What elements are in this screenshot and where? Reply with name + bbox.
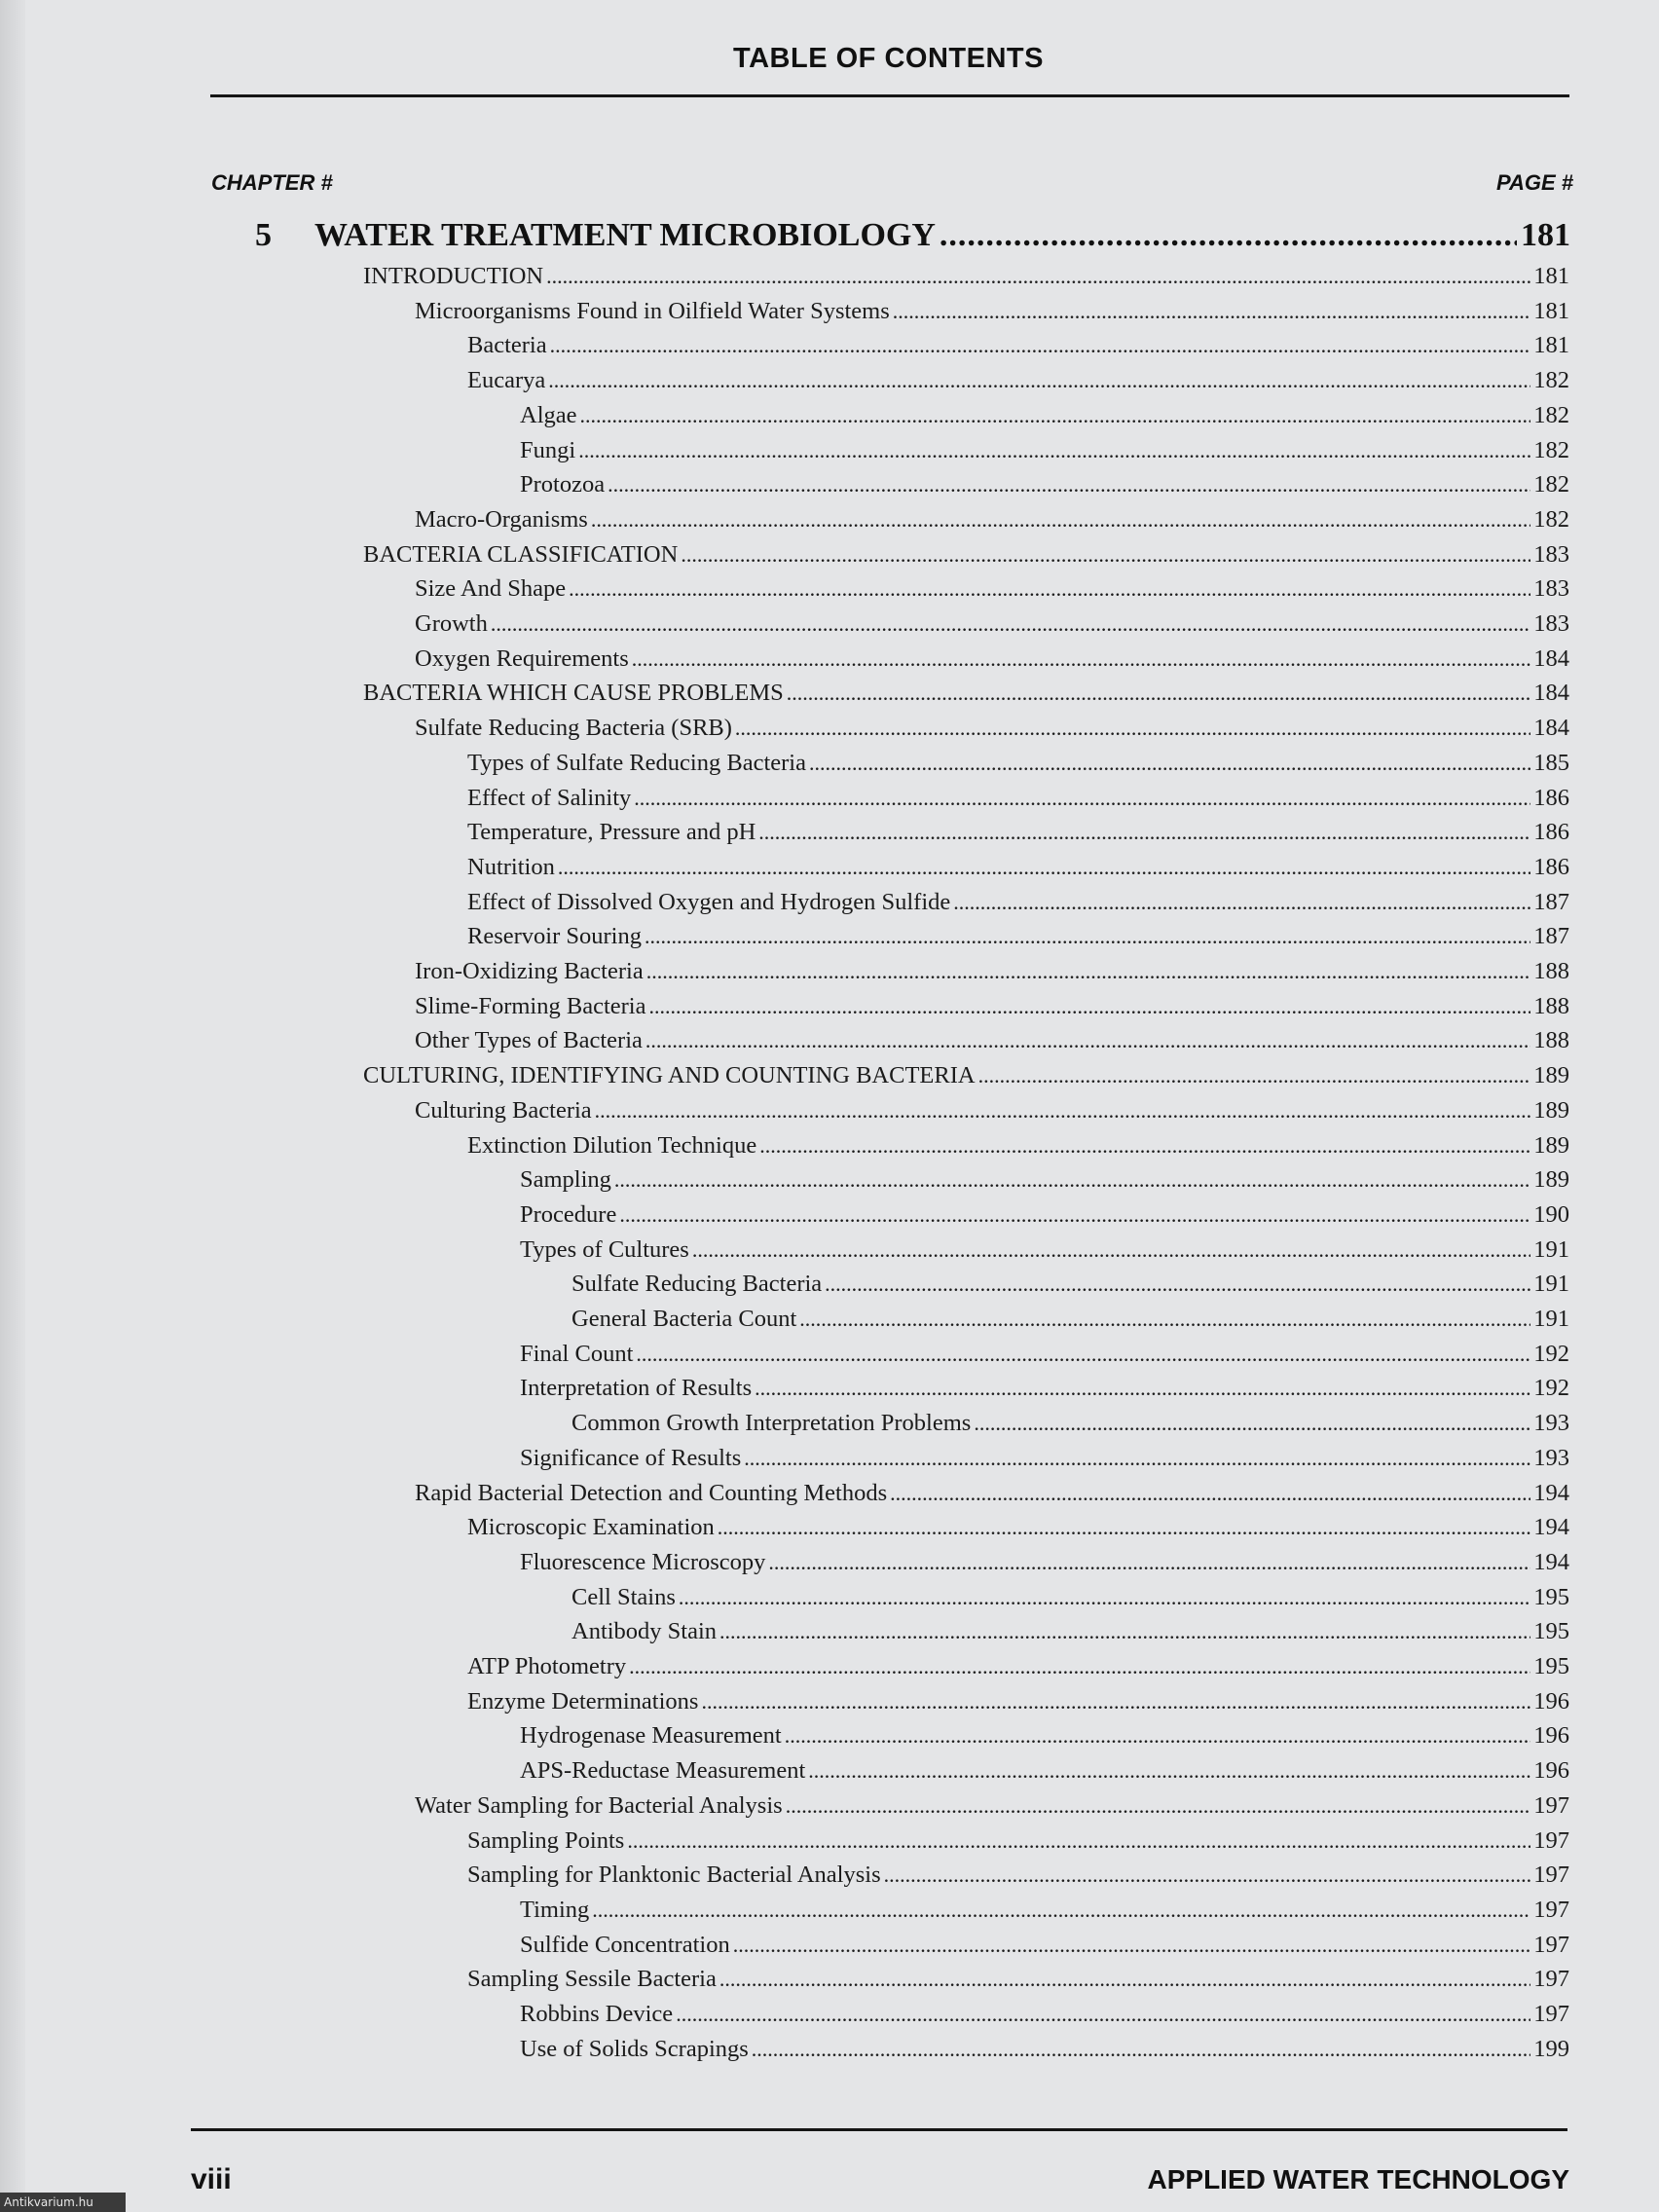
leader-dots: [718, 1515, 1530, 1540]
toc-entry-title: Significance of Results: [520, 1444, 742, 1471]
toc-entry-title: Final Count: [520, 1340, 634, 1367]
leader-dots: [608, 472, 1530, 498]
toc-entry: [467, 785, 1569, 820]
leader-dots: [978, 1063, 1531, 1088]
toc-entry: [520, 1897, 1569, 1932]
toc-entry-page: 186: [1533, 853, 1569, 880]
toc-entry: [467, 1966, 1569, 2001]
header-rule: [210, 94, 1569, 97]
leader-dots: [646, 959, 1531, 984]
leader-dots: [735, 716, 1530, 741]
toc-entry-title: Timing: [520, 1896, 590, 1923]
footer-page-number: viii: [191, 2163, 232, 2195]
leader-dots: [719, 1619, 1530, 1644]
toc-entry-title: Cell Stains: [571, 1583, 676, 1610]
toc-entry: [467, 750, 1569, 785]
toc-entry-page: 188: [1533, 992, 1569, 1019]
toc-entry-page: 197: [1533, 1826, 1569, 1854]
toc-entry: [415, 575, 1569, 610]
toc-entry-title: Sampling Points: [467, 1826, 625, 1854]
toc-entry-title: Sulfide Concentration: [520, 1931, 730, 1958]
leader-dots: [648, 994, 1530, 1019]
toc-entry-page: 197: [1533, 1966, 1569, 1993]
toc-entry: [415, 1027, 1569, 1062]
toc-entry-title: Macro-Organisms: [415, 505, 588, 533]
toc-entry-page: 182: [1533, 471, 1569, 498]
toc-entry-page: 190: [1533, 1200, 1569, 1228]
toc-entry-title: APS-Reductase Measurement: [520, 1757, 806, 1785]
toc-entry-page: 192: [1533, 1340, 1569, 1367]
toc-entry: [520, 471, 1569, 506]
toc-entry-title: Common Growth Interpretation Problems: [571, 1410, 972, 1437]
toc-entry: [520, 2001, 1569, 2036]
toc-entry-title: Enzyme Determinations: [467, 1687, 699, 1714]
toc-entry-page: 191: [1533, 1271, 1569, 1298]
toc-entry-title: Temperature, Pressure and pH: [467, 819, 756, 846]
toc-entry-page: 191: [1533, 1306, 1569, 1332]
chapter-number: 5: [255, 217, 272, 253]
toc-entry-title: Sulfate Reducing Bacteria (SRB): [415, 715, 732, 742]
toc-entry-title: Extinction Dilution Technique: [467, 1131, 757, 1159]
leader-dots: [595, 1098, 1531, 1124]
toc-entry-page: 196: [1533, 1722, 1569, 1750]
toc-entry-title: General Bacteria Count: [571, 1306, 797, 1332]
leader-dots: [692, 1237, 1530, 1263]
leader-dots: [758, 820, 1530, 845]
toc-entry: [520, 1166, 1569, 1201]
leader-dots: [719, 1967, 1530, 1992]
toc-entry-title: ATP Photometry: [467, 1653, 627, 1679]
leader-dots: [591, 507, 1530, 533]
toc-entry-title: Sampling Sessile Bacteria: [467, 1966, 717, 1993]
toc-entry-page: 188: [1533, 1027, 1569, 1054]
toc-entry-page: 195: [1533, 1653, 1569, 1679]
toc-entry: [467, 889, 1569, 924]
leader-dots: [645, 924, 1530, 949]
toc-entry-title: Effect of Dissolved Oxygen and Hydrogen Sulfide: [467, 888, 951, 915]
toc-entry-page: 184: [1533, 645, 1569, 672]
leader-dots: [809, 751, 1530, 776]
toc-entry: [571, 1306, 1569, 1341]
page-column-heading: PAGE #: [1495, 170, 1573, 195]
toc-entry-title: Procedure: [520, 1200, 617, 1228]
toc-entry: [467, 1862, 1569, 1897]
toc-entry-page: 186: [1533, 819, 1569, 846]
toc-entry-title: Other Types of Bacteria: [415, 1027, 643, 1054]
toc-entry: [467, 1827, 1569, 1862]
toc-entry-page: 194: [1533, 1514, 1569, 1541]
toc-entry: [415, 1480, 1569, 1515]
toc-entry: [467, 923, 1569, 958]
leader-dots: [825, 1272, 1530, 1297]
leader-dots: [893, 299, 1530, 324]
toc-entry-title: Rapid Bacterial Detection and Counting Methods: [415, 1479, 888, 1506]
toc-entry-page: 181: [1533, 263, 1569, 289]
toc-entry-page: 182: [1533, 367, 1569, 394]
leader-dots: [550, 333, 1531, 358]
watermark: Antikvarium.hu: [0, 2193, 126, 2212]
toc-entry-page: 196: [1533, 1687, 1569, 1714]
toc-entry: [520, 1722, 1569, 1757]
toc-entry-page: 186: [1533, 784, 1569, 811]
toc-entry-page: 196: [1533, 1757, 1569, 1785]
leader-dots: [953, 890, 1530, 915]
leader-dots: [974, 1411, 1530, 1436]
toc-entry: [571, 1584, 1569, 1619]
toc-entry: [520, 1236, 1569, 1272]
leader-dots: [629, 1654, 1530, 1679]
toc-entry-page: 184: [1533, 715, 1569, 742]
toc-entry-title: Size And Shape: [415, 575, 567, 603]
toc-entry-title: Oxygen Requirements: [415, 645, 629, 672]
leader-dots: [634, 786, 1530, 811]
chapter-title: WATER TREATMENT MICROBIOLOGY: [314, 217, 936, 253]
toc-entry-page: 185: [1533, 749, 1569, 776]
toc-entry-page: 199: [1533, 2035, 1569, 2062]
toc-entry-page: 182: [1533, 436, 1569, 463]
leader-dots: [759, 1133, 1530, 1159]
toc-entry: [520, 2036, 1569, 2071]
toc-entry-title: Types of Sulfate Reducing Bacteria: [467, 749, 806, 776]
leader-dots: [676, 2002, 1530, 2027]
toc-entry-page: 182: [1533, 505, 1569, 533]
toc-entry: [415, 715, 1569, 750]
leader-dots: [580, 403, 1531, 428]
toc-entry-title: Robbins Device: [520, 2001, 674, 2027]
toc-entry: [363, 680, 1569, 715]
toc-entry: [467, 1653, 1569, 1688]
toc-entry: [520, 1201, 1569, 1236]
leader-dots: [569, 576, 1530, 602]
toc-entry: [415, 1792, 1569, 1827]
toc-entry-title: Eucarya: [467, 367, 546, 394]
toc-entry-page: 195: [1533, 1583, 1569, 1610]
toc-entry-page: 181: [1533, 297, 1569, 324]
toc-entry-page: 189: [1533, 1062, 1569, 1089]
leader-dots: [884, 1862, 1531, 1888]
chapter-column-heading: CHAPTER #: [211, 170, 333, 195]
leader-dots: [548, 368, 1530, 393]
toc-entry: [520, 1932, 1569, 1967]
leader-dots: [940, 217, 1517, 254]
leader-dots: [636, 1342, 1530, 1367]
toc-entry-page: 197: [1533, 1862, 1569, 1889]
toc-entry-page: 187: [1533, 923, 1569, 950]
toc-entry: [467, 1688, 1569, 1723]
toc-entry: [415, 993, 1569, 1028]
toc-entry: [520, 402, 1569, 437]
leader-dots: [808, 1758, 1530, 1784]
toc-entry: [415, 958, 1569, 993]
toc-entry-page: 189: [1533, 1096, 1569, 1124]
toc-entry-title: Culturing Bacteria: [415, 1096, 592, 1124]
toc-entry-title: Reservoir Souring: [467, 923, 642, 950]
leader-dots: [744, 1446, 1530, 1471]
toc-entry: [520, 1757, 1569, 1792]
footer-rule: [191, 2128, 1567, 2131]
toc-entry-title: BACTERIA CLASSIFICATION: [363, 540, 679, 568]
toc-entry-title: Growth: [415, 610, 488, 637]
toc-entry: [467, 1132, 1569, 1167]
toc-entry-title: Nutrition: [467, 853, 555, 880]
leader-dots: [787, 681, 1530, 706]
toc-entry: [571, 1271, 1569, 1306]
toc-entry: [520, 437, 1569, 472]
toc-entry-title: Iron-Oxidizing Bacteria: [415, 958, 644, 984]
toc-entry-title: Microscopic Examination: [467, 1514, 715, 1541]
leader-dots: [799, 1307, 1530, 1332]
leader-dots: [619, 1202, 1530, 1228]
toc-entry: [520, 1445, 1569, 1480]
chapter-heading: [255, 217, 1570, 254]
leader-dots: [632, 646, 1530, 672]
toc-entry: [415, 1097, 1569, 1132]
toc-entry-page: 187: [1533, 888, 1569, 915]
toc-entry-title: Antibody Stain: [571, 1618, 718, 1645]
leader-dots: [627, 1828, 1530, 1854]
toc-entry: [467, 367, 1569, 402]
footer-book-title: APPLIED WATER TECHNOLOGY: [1147, 2164, 1569, 2194]
toc-entry-page: 182: [1533, 401, 1569, 428]
toc-entry: [571, 1410, 1569, 1445]
toc-entry-title: Sampling for Planktonic Bacterial Analysis: [467, 1862, 881, 1889]
toc-entry: [415, 298, 1569, 333]
toc-entry: [467, 1514, 1569, 1549]
leader-dots: [681, 542, 1530, 568]
toc-entry-page: 197: [1533, 1931, 1569, 1958]
toc-entry-page: 195: [1533, 1618, 1569, 1645]
toc-entry-page: 183: [1533, 610, 1569, 637]
leader-dots: [592, 1898, 1530, 1923]
toc-entry-title: Algae: [520, 401, 577, 428]
toc-entry-page: 192: [1533, 1375, 1569, 1402]
toc-entry-title: Hydrogenase Measurement: [520, 1722, 782, 1750]
toc-entry-title: BACTERIA WHICH CAUSE PROBLEMS: [363, 680, 784, 707]
leader-dots: [558, 855, 1530, 880]
toc-entry: [467, 854, 1569, 889]
toc-entry-page: 183: [1533, 540, 1569, 568]
toc-entry-title: Water Sampling for Bacterial Analysis: [415, 1791, 783, 1819]
toc-entry: [467, 332, 1569, 367]
toc-entry-title: Sulfate Reducing Bacteria: [571, 1271, 823, 1298]
toc-entry: [363, 541, 1569, 576]
toc-entry: [415, 610, 1569, 645]
toc-entry: [520, 1375, 1569, 1410]
leader-dots: [578, 438, 1530, 463]
toc-entry-title: CULTURING, IDENTIFYING AND COUNTING BACTERIA: [363, 1062, 976, 1089]
toc-entry: [520, 1549, 1569, 1584]
toc-entry-page: 197: [1533, 1791, 1569, 1819]
leader-dots: [786, 1793, 1531, 1819]
chapter-page: 181: [1521, 217, 1570, 253]
leader-dots: [733, 1933, 1531, 1958]
toc-entry-title: Use of Solids Scrapings: [520, 2035, 749, 2062]
toc-entry: [363, 263, 1569, 298]
toc-entry-page: 197: [1533, 2001, 1569, 2027]
toc-entry: [467, 819, 1569, 854]
page-title: TABLE OF CONTENTS: [733, 43, 1044, 74]
leader-dots: [614, 1167, 1530, 1193]
toc-entry-title: Effect of Salinity: [467, 784, 632, 811]
toc-entry-page: 194: [1533, 1479, 1569, 1506]
toc-entry-page: 184: [1533, 680, 1569, 707]
toc-entry-title: Interpretation of Results: [520, 1375, 753, 1402]
toc-entry-title: INTRODUCTION: [363, 263, 544, 289]
toc-entry: [520, 1341, 1569, 1376]
toc-entry-page: 197: [1533, 1896, 1569, 1923]
toc-entry-page: 194: [1533, 1548, 1569, 1575]
leader-dots: [755, 1376, 1530, 1401]
leader-dots: [701, 1689, 1530, 1714]
leader-dots: [546, 264, 1530, 289]
toc-entry-title: Protozoa: [520, 471, 606, 498]
toc-entry-title: Fluorescence Microscopy: [520, 1548, 766, 1575]
toc-entry-page: 189: [1533, 1131, 1569, 1159]
toc-entry: [415, 506, 1569, 541]
toc-entry-title: Slime-Forming Bacteria: [415, 992, 646, 1019]
leader-dots: [890, 1481, 1530, 1506]
toc-entry-title: Bacteria: [467, 332, 547, 359]
toc-entry-page: 189: [1533, 1166, 1569, 1194]
toc-entry-title: Sampling: [520, 1166, 611, 1194]
toc-entry-title: Microorganisms Found in Oilfield Water Systems: [415, 297, 890, 324]
leader-dots: [752, 2037, 1530, 2062]
toc-entry-page: 183: [1533, 575, 1569, 603]
toc-entry-title: Types of Cultures: [520, 1235, 689, 1263]
toc-entry-page: 193: [1533, 1410, 1569, 1437]
toc-entry: [363, 1062, 1569, 1097]
toc-entry-page: 191: [1533, 1235, 1569, 1263]
toc-entry-title: Fungi: [520, 436, 576, 463]
toc-entry-page: 188: [1533, 958, 1569, 984]
page-edge: [0, 0, 25, 2212]
leader-dots: [679, 1585, 1530, 1610]
leader-dots: [768, 1550, 1530, 1575]
leader-dots: [491, 611, 1530, 637]
toc-entry-page: 193: [1533, 1444, 1569, 1471]
toc-entry-page: 181: [1533, 332, 1569, 359]
toc-entry: [415, 645, 1569, 681]
leader-dots: [785, 1723, 1531, 1749]
leader-dots: [645, 1028, 1530, 1053]
toc-entry: [571, 1618, 1569, 1653]
